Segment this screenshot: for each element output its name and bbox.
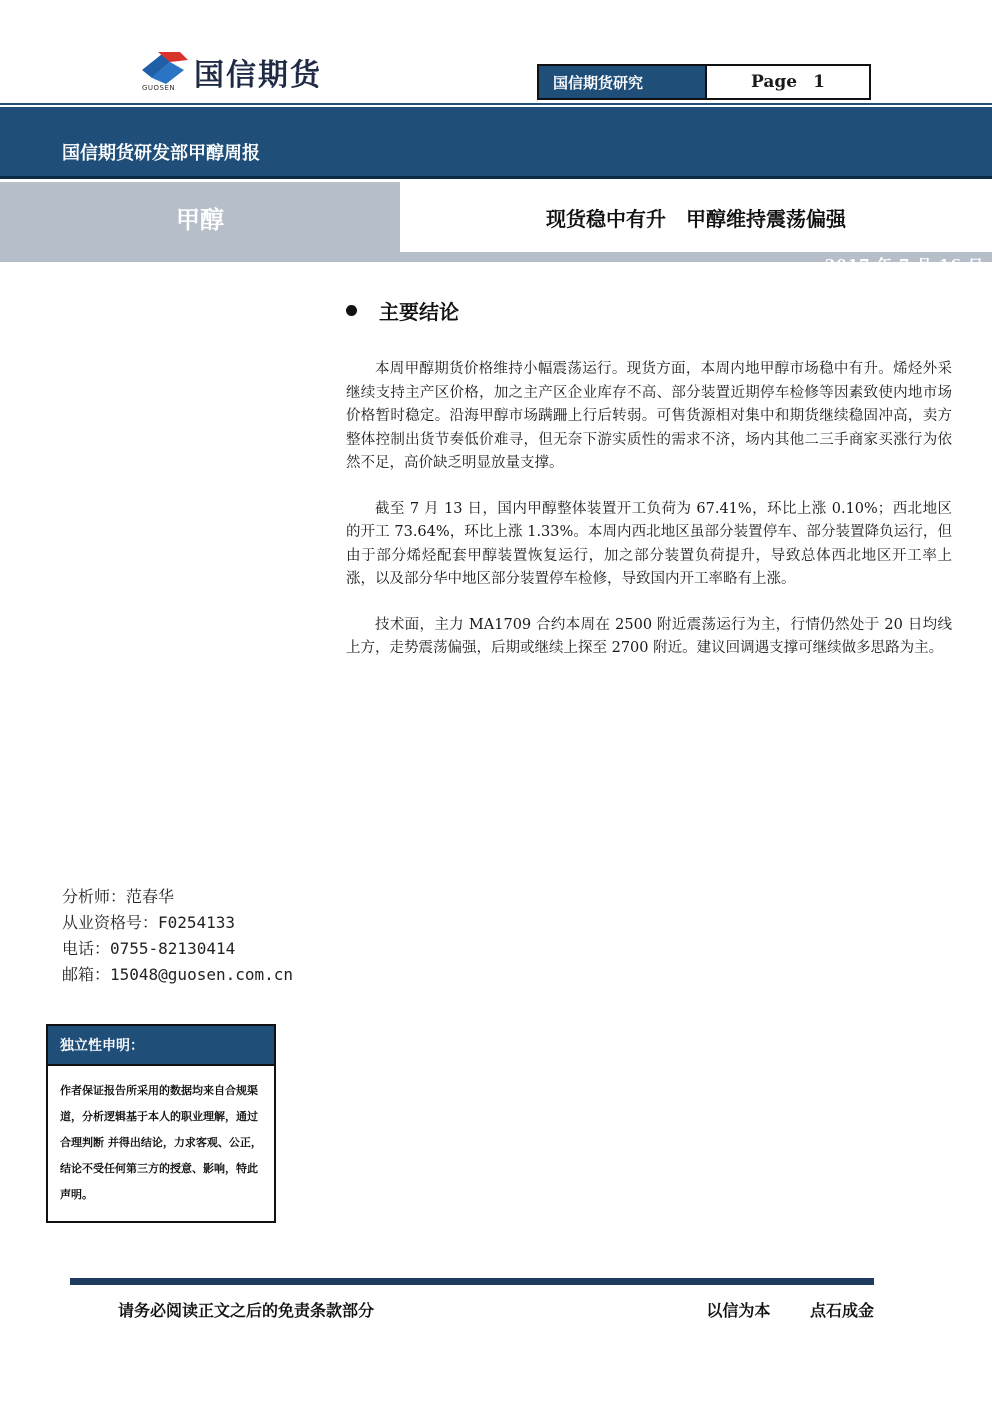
footer-motto [706, 1298, 874, 1321]
topic-band [0, 182, 992, 274]
analyst-license: 从业资格号：F0254133 [62, 913, 236, 932]
header-divider [0, 103, 992, 105]
footer-divider [70, 1278, 874, 1285]
research-label: 国信期货研究 [539, 66, 705, 98]
independence-statement-body: 作者保证报告所采用的数据均来自合规渠道，分析逻辑基于本人的职业理解，通过合理判断 并得出结论，力求客观、公正，结论不受任何第三方的授意、影响，特此声明。 [60, 1084, 262, 1201]
independence-statement-title: 独立性申明： [48, 1026, 274, 1066]
paragraph-operating-rate: 截至 7 月 13 日，国内甲醇整体装置开工负荷为 67.41%，环比上涨 0.10%；西北地区的开工 73.64%，环比上涨 1.33%。本周内西北地区虽部分装置停车、部分装置降负运行，但由于部分烯烃配套甲醇装置恢复运行，加之部分装置负荷提升，导致总体西北地区开工率上涨，以及部分华中地区部分装置停车检修，导致国内开工率略有上涨。 [346, 500, 952, 587]
topic-category: 甲醇 [176, 205, 224, 234]
conclusion-body [346, 358, 952, 683]
report-banner [0, 107, 992, 179]
company-logo [140, 48, 370, 96]
page-label: Page [751, 72, 798, 92]
paragraph-market: 本周甲醇期货价格维持小幅震荡运行。现货方面，本周内地甲醇市场稳中有升。烯烃外采继续支持主产区价格，加之主产区企业库存不高、部分装置近期停车检修等因素致使内地市场价格暂时稳定。沿海甲醇市场蹒跚上行后转弱。可售货源相对集中和期货继续稳固冲高，卖方整体控制出货节奏低价难寻，但无奈下游实质性的需求不济，场内其他二三手商家买涨行为依然不足，高价缺乏明显放量支撑。 [346, 361, 952, 471]
section-title: 主要结论 [379, 300, 459, 324]
page-number-cell [705, 66, 869, 98]
report-date: 2017 年 7 月 16 日 [824, 256, 984, 274]
page-indicator-box [537, 64, 871, 100]
page-number: 1 [813, 72, 825, 92]
analyst-info [62, 884, 293, 988]
analyst-name: 分析师：范春华 [62, 887, 175, 906]
footer-motto-1: 以信为本 [706, 1301, 771, 1320]
report-headline: 现货稳中有升 甲醇维持震荡偏强 [400, 182, 992, 252]
guosen-logo-icon [140, 48, 190, 88]
report-series-title: 国信期货研发部甲醇周报 [62, 143, 260, 164]
analyst-email: 邮箱：15048@guosen.com.cn [62, 965, 294, 984]
footer-disclaimer-note: 请务必阅读正文之后的免责条款部分 [118, 1301, 375, 1320]
footer-motto-2: 点石成金 [809, 1301, 874, 1320]
logo-subtext: GUOSEN [142, 84, 176, 92]
independence-statement-box [46, 1024, 276, 1223]
paragraph-technical: 技术面，主力 MA1709 合约本周在 2500 附近震荡运行为主，行情仍然处于 20 日均线上方，走势震荡偏强，后期或继续上探至 2700 附近。建议回调遇支撑可继续做多思路为主。 [346, 616, 952, 656]
analyst-phone: 电话：0755-82130414 [62, 939, 236, 958]
bullet-dot-icon [346, 305, 357, 316]
logo-wordmark: 国信期货 [194, 58, 322, 93]
section-heading [346, 296, 459, 325]
